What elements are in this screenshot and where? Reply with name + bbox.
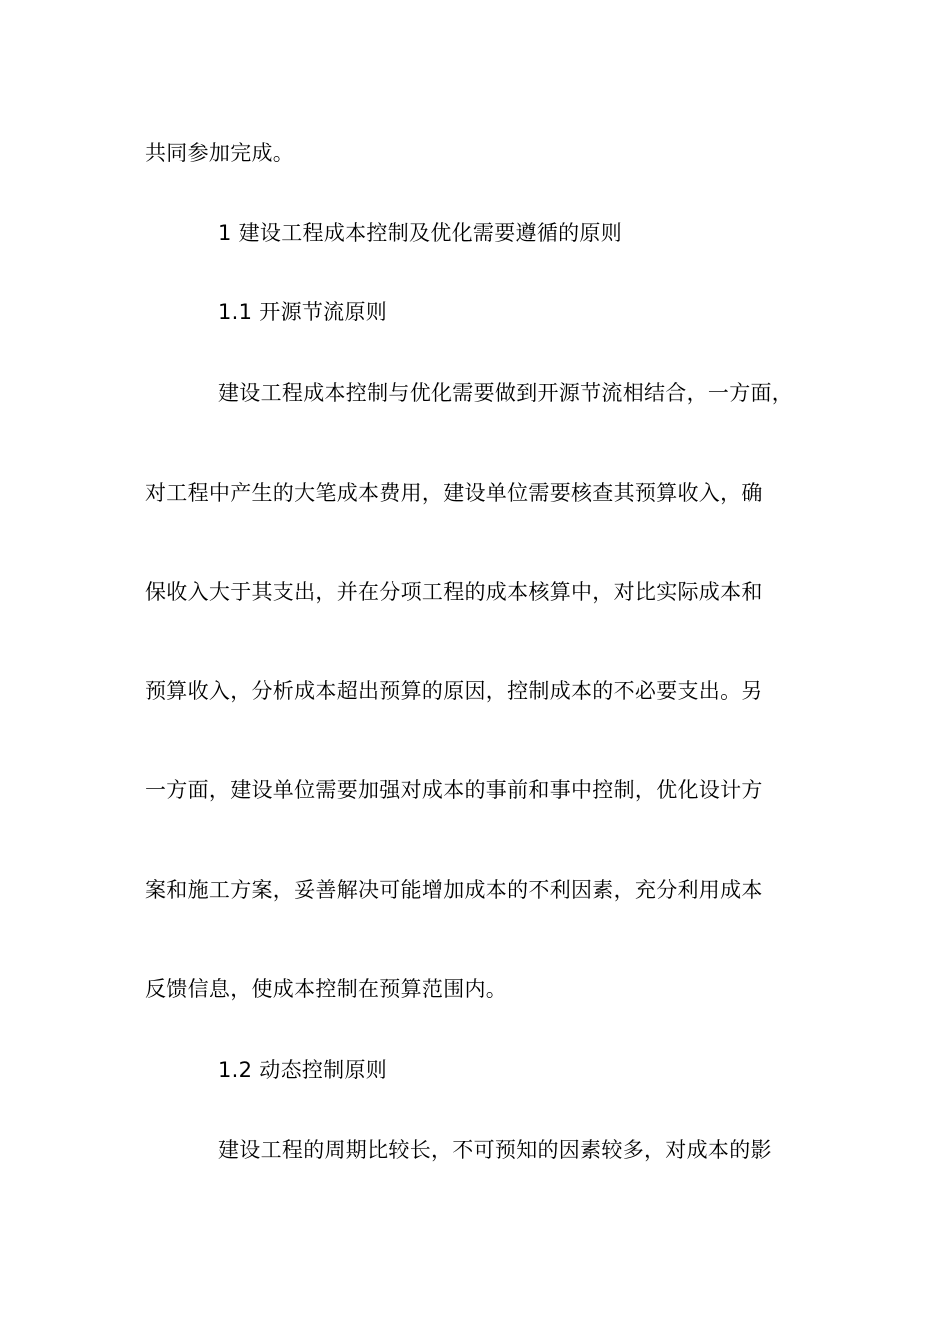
paragraph-line: 建设工程的周期比较长，不可预知的因素较多，对成本的影 bbox=[218, 1138, 772, 1162]
paragraph-line: 保收入大于其支出，并在分项工程的成本核算中，对比实际成本和 bbox=[145, 580, 763, 604]
paragraph-line: 预算收入，分析成本超出预算的原因，控制成本的不必要支出。另 bbox=[145, 679, 763, 703]
paragraph-line: 建设工程成本控制与优化需要做到开源节流相结合，一方面， bbox=[218, 381, 794, 405]
paragraph-line: 一方面，建设单位需要加强对成本的事前和事中控制，优化设计方 bbox=[145, 778, 763, 802]
subsection-heading: 1.2 动态控制原则 bbox=[218, 1058, 388, 1082]
section-heading: 1 建设工程成本控制及优化需要遵循的原则 bbox=[218, 221, 623, 245]
paragraph-line: 反馈信息，使成本控制在预算范围内。 bbox=[145, 977, 508, 1001]
subsection-heading: 1.1 开源节流原则 bbox=[218, 300, 388, 324]
paragraph-continuation: 共同参加完成。 bbox=[145, 141, 295, 165]
paragraph-line: 案和施工方案，妥善解决可能增加成本的不利因素，充分利用成本 bbox=[145, 878, 763, 902]
paragraph-line: 对工程中产生的大笔成本费用，建设单位需要核查其预算收入，确 bbox=[145, 481, 763, 505]
